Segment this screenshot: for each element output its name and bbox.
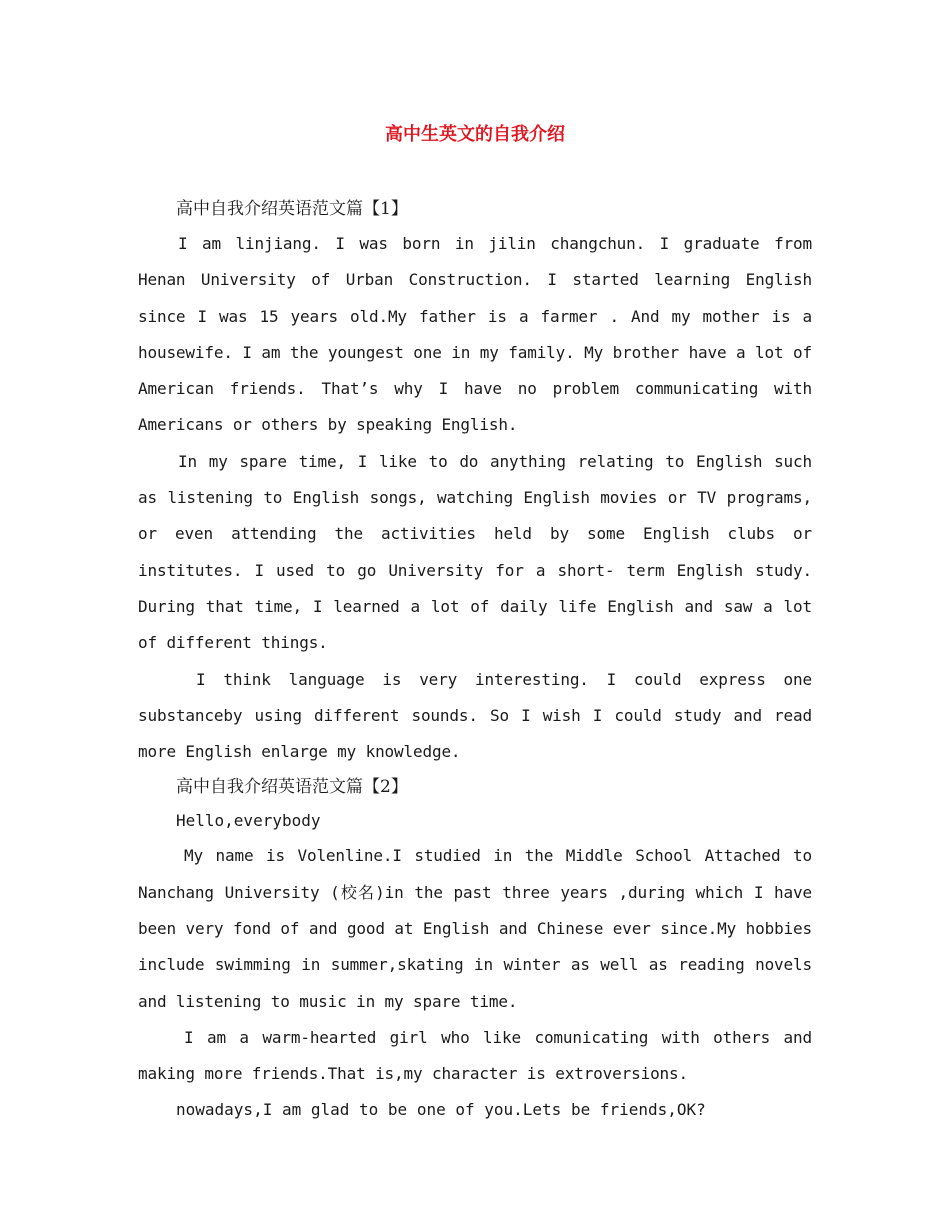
paragraph: I think language is very interesting. I could express one substanceby using different sounds. So I wish I could study and read more English enlarge my knowledge. <box>138 669 812 762</box>
section-heading: 高中自我介绍英语范文篇【1】 <box>176 199 408 219</box>
section-heading: 高中自我介绍英语范文篇【2】 <box>176 777 408 798</box>
greeting-line: Hello,everybody <box>176 811 321 831</box>
section-2 <box>138 770 812 1126</box>
paragraph: I am a warm-hearted girl who like comunicating with others and making more friends.That is,my character is extroversions. <box>138 1027 812 1084</box>
section-1 <box>138 192 812 770</box>
document-body <box>138 192 812 1127</box>
paragraph: I am linjiang. I was born in jilin changchun. I graduate from Henan University of Urban Construction. I started learning English since I was 15 years old.My father is a farmer . And my mother is a housewife. I am the youngest one in my family. My brother have a lot of American friends. That’s why I have no problem communicating with Americans or others by speaking English. <box>138 234 812 435</box>
closing-line: nowadays,I am glad to be one of you.Lets be friends,OK? <box>176 1099 706 1119</box>
document-title: 高中生英文的自我介绍 <box>385 124 565 145</box>
paragraph: In my spare time, I like to do anything relating to English such as listening to English songs, watching English movies or TV programs, or even attending the activities held by some English clubs or institutes. I used to go University for a short- term English study. During that time, I learned a lot of daily life English and saw a lot of different things. <box>138 451 812 653</box>
paragraph: My name is Volenline.I studied in the Middle School Attached to Nanchang University (校名)in the past three years ,during which I have been very fond of and good at English and Chinese ever since.My hobbies include swimming in summer,skating in winter as well as reading novels and listening to music in my spare time. <box>138 846 812 1011</box>
